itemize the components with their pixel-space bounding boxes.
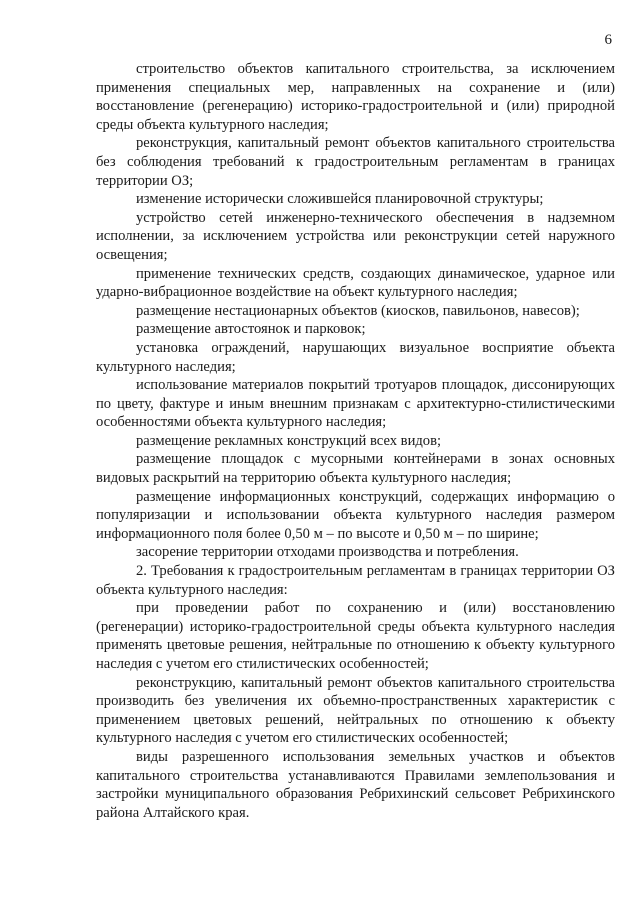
paragraph: изменение исторически сложившейся планировочной структуры; bbox=[136, 191, 544, 208]
page-number: 6 bbox=[604, 32, 612, 48]
document-body bbox=[96, 60, 615, 822]
paragraph: реконструкция, капитальный ремонт объектов капитального строительства без соблюдения требований к градостроительным регламентам в границах территории ОЗ; bbox=[96, 135, 615, 189]
section-heading: 2. Требования к градостроительным регламентам в границах территории ОЗ объекта культурного наследия: bbox=[96, 563, 615, 598]
paragraph: установка ограждений, нарушающих визуальное восприятие объекта культурного наследия; bbox=[96, 339, 615, 375]
paragraph: использование материалов покрытий тротуаров площадок, диссонирующих по цвету, фактуре и иным внешним признакам с архитектурно-стилистическими особенностями объекта культурного наследия; bbox=[96, 377, 615, 431]
paragraph: размещение информационных конструкций, содержащих информацию о популяризации и использовании объекта культурного наследия размером информационного поля более 0,50 м – по высоте и 0,50 м – по ширине; bbox=[96, 488, 615, 542]
paragraph: размещение рекламных конструкций всех видов; bbox=[136, 432, 442, 449]
paragraph: устройство сетей инженерно-технического обеспечения в надземном исполнении, за исключением устройства или реконструкции сетей наружного освещения; bbox=[96, 209, 615, 263]
paragraph: размещение нестационарных объектов (киосков, павильонов, навесов); bbox=[136, 302, 580, 319]
paragraph: применение технических средств, создающих динамическое, ударное или ударно-вибрационное воздействие на объект культурного наследия; bbox=[96, 265, 615, 301]
paragraph: реконструкцию, капитальный ремонт объектов капитального строительства производить без увеличения их объемно-пространственных характеристик с применением цветовых решений, нейтральных по отношению к объекту культурного наследия с учетом его стилистических особенностей; bbox=[96, 674, 615, 747]
paragraph: при проведении работ по сохранению и (или) восстановлению (регенерации) историко-градостроительной среды объекта культурного наследия применять цветовые решения, нейтральные по отношению к объекту культурного наследия с учетом его стилистических особенностей; bbox=[96, 600, 615, 672]
paragraph: размещение площадок с мусорными контейнерами в зонах основных видовых раскрытий на территорию объекта культурного наследия; bbox=[96, 451, 615, 487]
paragraph: строительство объектов капитального строительства, за исключением применения специальных мер, направленных на сохранение и (или) восстановление (регенерацию) историко-градостроительной и (или) природной среды объекта культурного наследия; bbox=[96, 61, 615, 133]
paragraph: засорение территории отходами производства и потребления. bbox=[136, 544, 519, 561]
paragraph: размещение автостоянок и парковок; bbox=[136, 321, 366, 338]
paragraph: виды разрешенного использования земельных участков и объектов капитального строительства устанавливаются Правилами землепользования и застройки муниципального образования Ребрихинский сельсовет Ребрихинского района Алтайского края. bbox=[96, 748, 615, 821]
